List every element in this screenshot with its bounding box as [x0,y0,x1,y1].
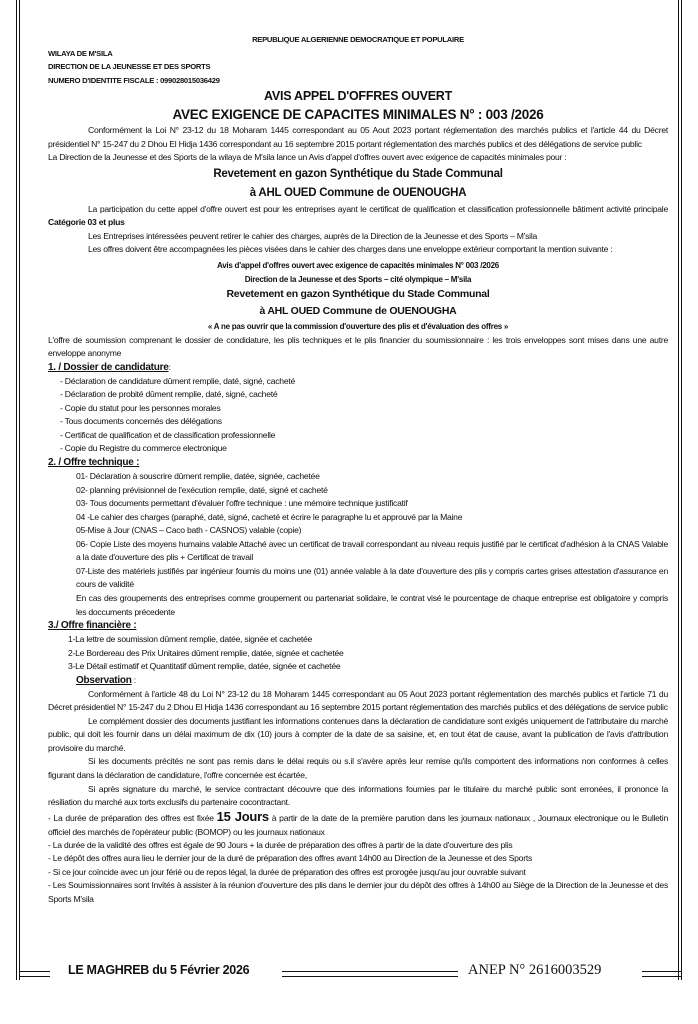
condition-item: - Si ce jour coïncide avec un jour férié ou de repos légal, la durée de préparation des offres est prorogée jusqu'au jour ouvrable suivant [48,866,526,877]
list-item: - Déclaration de probité dûment remplie, daté, signé, cacheté [60,389,278,400]
observation-paragraph: Le complément dossier des documents justifiant les informations contenues dans la déclaration de candidature sont exigés uniquement de l'attributaire du marché public, qui doit les fournir dans un délai maximum de dix (10) jours à compter de la date de sa saisine, et, en tout état de cause, avant la publication de l'avis d'attribution provisoire du marché. [48,715,668,753]
preparation-duration [48,810,668,839]
condition-item: - Le dépôt des offres aura lieu le dernier jour de la duré de préparation des offres avant 14h00 au Direction de la Jeunesse et des Sports [48,853,533,864]
wilaya: WILAYA DE M'SILA [48,48,113,58]
republic-header: REPUBLIQUE ALGERIENNE DEMOCRATIQUE ET POPULAIRE [252,35,464,44]
list-item: 2-Le Bordereau des Prix Unitaires dûment remplie, datée, signée et cachetée [68,647,344,658]
section-1-title: 1. / Dossier de candidature [48,361,169,373]
footer-rule [642,971,682,977]
list-item: 02- planning prévisionnel de l'exécution remplie, daté, signé et cacheté [76,484,328,495]
offer-paragraph: L'offre de soumission comprenant le dossier de condidature, les plis techniques et le plis financier du soumissionnaire : les trois enveloppes sont mises dans une autre enveloppe anonyme [48,334,668,359]
direction: DIRECTION DE LA JEUNESSE ET DES SPORTS [48,62,211,72]
project-title-2: à AHL OUED Commune de OUENOUGHA [249,186,467,199]
participation-text: La participation du cette appel d'offre ouvert est pour les entreprises ayant le certificat de qualification et classification professionnelle bâtiment activité principale [88,203,668,214]
list-item: 04 -Le cahier des charges (paraphé, daté, signé, cacheté et écrire le paragraphe lu et approuvé par la Maine [76,511,463,522]
observation-heading [48,674,668,688]
list-item: 3-Le Détail estimatif et Quantitatif dûment remplie, datée, signée et cachetée [68,661,341,672]
list-item: - Copie du Registre du commerce electronique [60,443,227,454]
condition-item: - Les Soumissionnaires sont Invités à assister à la réunion d'ouverture des plis dans le dernier jour du dépôt des offres à 14h00 au Siège de la Direction de la Jeunesse et des Sports M'sila [48,880,668,904]
footer [20,958,678,982]
fiscal-id: NUMERO D'IDENTITE FISCALE : 099028015036429 [48,75,220,85]
intro-legal: Conformément la Loi N° 23-12 du 18 Moharam 1445 correspondant au 05 Aout 2023 portant réglementation des marchés publics et l'article 44 du Décret présidentiel N° 15-247 du 2 Dhou El Hidja 1436 correspondant au 16 septembre 2015 portant réglementation des marchés publics et des délégations de service public [48,125,668,149]
list-item: 05-Mise à Jour (CNAS – Caco bath - CASNOS) valable (copie) [76,525,302,536]
list-item: 07-Liste des matériels justifiés par ingénieur fournis du moins une (01) année valable à la date d'ouverture des plis y compris cartes grises attestation d'assurance en cours de validité [76,565,668,590]
list-item: 03- Tous documents permettant d'évaluer l'offre technique : une mémoire technique justificatif [76,498,408,509]
envelope-line-2: Direction de la Jeunesse et des Sports – cité olympique – M'sila [244,274,472,284]
observation-title: Observation [76,674,132,686]
envelope-line-1: Avis d'appel d'offres ouvert avec exigence de capacités minimales N° 003 /2026 [216,261,499,271]
footer-rule [20,971,50,977]
offers-paragraph: Les offres doivent être accompagnées les pièces visées dans le cahier des charges dans une enveloppe extérieur comportant la mention suivante : [88,244,613,255]
grouping-note: En cas des groupements des entreprises comme groupement ou partenariat solidaire, le contrat visé le pourcentage de chaque entreprise est obligatoire y compris les doccuments précedente [76,592,668,617]
anep-number: ANEP N° 2616003529 [468,962,602,978]
title-line-1: AVIS APPEL D'OFFRES OUVERT [264,89,452,104]
duration-text-end: à partir de la date de la première parution dans les journaux nationaux , Journaux electronique ou le Bulletin officiel des marchés de l'opérateur public (BOMOP) ou les journaux nationaux [48,812,668,837]
envelope-line-5: « A ne pas ouvrir que la commission d'ouverture des plis et d'évaluation des offres » [207,322,509,332]
title-line-2: AVEC EXIGENCE DE CAPACITES MINIMALES N° : 003 /2026 [172,107,544,123]
tender-notice [48,33,668,906]
withdraw-paragraph: Les Entreprises intéressées peuvent retirer le cahier des charges, auprès de la Direction de la Jeunesse et des Sports – M'sila [88,230,538,241]
footer-rule [282,971,458,977]
envelope-line-3: Revetement en gazon Synthétique du Stade Communal [226,288,490,301]
observation-paragraph: Conformément à l'article 48 du Loi N° 23-12 du 18 Moharam 1445 correspondant au 05 Aout 2023 portant réglementation des marchés publics et l'article 71 du Décret présidentiel N° 15-247 du 2 Dhou El Hidja 1436 correspondant au 16 septembre 2015 portant réglementation des marchés publics et des délégations de service public [48,688,668,713]
section-1-heading [48,361,668,375]
list-item: 1-La lettre de soumission dûment remplie, datée, signée et cachetée [68,634,313,645]
list-item: 01- Déclaration à souscrire dûment remplie, datée, signée, cachetée [76,471,320,482]
category-requirement: Catégorie 03 et plus [48,217,125,228]
condition-item: - La durée de la validité des offres est égale de 90 Jours + la durée de préparation des offres à partir de la date d'ouverture des plis [48,839,513,850]
section-3-title: 3./ Offre financière : [48,620,137,632]
observation-paragraph: Si après signature du marché, le service contractant découvre que des informations fournies par le titulaire du marché public sont erronées, il prononce la résiliation du marché aux torts exclusifs du partenaire cocontractant. [48,783,668,808]
duration-text: - La durée de préparation des offres est fixée [48,812,217,823]
list-item: - Tous documents concernés des délégations [60,416,222,427]
envelope-line-4: à AHL OUED Commune de OUENOUGHA [259,305,457,318]
list-item: 06- Copie Liste des moyens humains valable Attaché avec un certificat de travail correspondant au niveau requis justifié par le certificat d'adhésion à la CNAS Valable a la date d'ouverture des plis + Certificat de travail [76,538,668,563]
section-2-title: 2. / Offre technique : [48,457,140,469]
project-title-1: Revetement en gazon Synthétique du Stade Communal [213,167,503,180]
observation-paragraph: Si les documents précités ne sont pas remis dans le délai requis ou s.il s'avère après leur remise qu'ils comportent des informations non conformes à celles figurant dans la déclaration de candidature, l'offre concernée est écartée, [48,756,668,780]
duration-days: 15 Jours [216,808,269,824]
list-item: - Certificat de qualification et de classification professionnelle [60,429,276,440]
intro-launch: La Direction de la Jeunesse et des Sports de la wilaya de M'sila lance un Avis d'appel d'offres ouvert avec exigence de capacités minimales pour : [48,152,567,163]
section-1-colon: : [168,361,171,372]
newspaper-date: LE MAGHREB du 5 Février 2026 [68,963,250,977]
observation-colon: : [131,674,136,685]
list-item: - Déclaration de candidature dûment remplie, daté, signé, cacheté [60,375,296,386]
participation-paragraph [48,203,668,230]
list-item: - Copie du statut pour les personnes morales [60,402,221,413]
